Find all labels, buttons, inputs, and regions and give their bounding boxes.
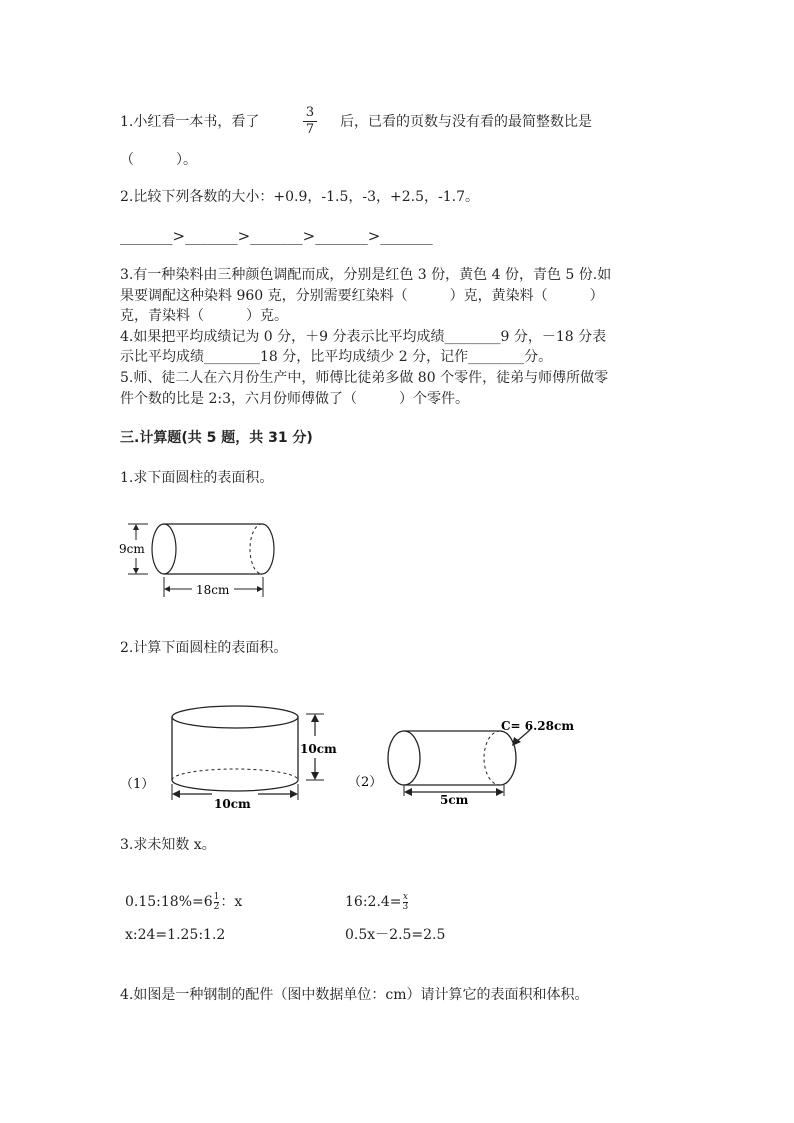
cylinder-figure-1: [118, 515, 288, 605]
fig1-length-label: 18cm: [196, 583, 230, 597]
fig2-circumference-label: C= 6.28cm: [501, 719, 575, 733]
eq1-left: 0.15:18%=6: [125, 894, 213, 910]
eq1-fraction: [214, 893, 220, 912]
q4-line2: 示比平均成绩________18 分，比平均成绩少 2 分，记作________分。: [120, 349, 553, 365]
eq1-fraction-num: 1: [213, 891, 220, 902]
q2-text: 2.比较下列各数的大小：+0.9，-1.5，-3，+2.5，-1.7。: [120, 189, 479, 205]
section3-heading: 三.计算题(共 5 题，共 31 分): [120, 430, 313, 446]
q3-line2: 果要调配这种染料 960 克，分别需要红染料（ ）克，黄染料（ ）: [120, 288, 604, 304]
eq1-right: ：x: [220, 894, 243, 910]
q1-fraction: [303, 106, 317, 137]
equation-1: [125, 892, 242, 912]
q3-line3: 克，青染料（ ）克。: [120, 308, 288, 324]
cylinder-figure-2: [118, 700, 578, 815]
q1-fraction-denominator: 7: [305, 122, 315, 137]
q1-text-c: （ ）。: [120, 152, 197, 168]
fig2-height-label: 10cm: [300, 742, 337, 756]
fig1-height-label: 9cm: [119, 542, 145, 556]
eq2-fraction-den: 3: [402, 901, 409, 912]
q3-line1: 3.有一种染料由三种颜色调配而成，分别是红色 3 份，黄色 4 份，青色 5 份.如: [120, 267, 612, 283]
q1-text-a: 1.小红看一本书，看了: [120, 114, 260, 130]
q5-line1: 5.师、徒二人在六月份生产中，师傅比徒弟多做 80 个零件，徒弟与师傅所做零: [120, 370, 609, 386]
calc-q3-text: 3.求未知数 x。: [120, 837, 216, 853]
eq2-left: 16:2.4=: [345, 894, 402, 910]
q1-fraction-numerator: 3: [305, 105, 315, 120]
eq2-fraction-num: x: [402, 891, 408, 902]
fig2-length-label: 5cm: [440, 793, 469, 807]
q1-text-b: 后，已看的页数与没有看的最简整数比是: [340, 114, 592, 130]
equation-4: 0.5x－2.5=2.5: [345, 927, 446, 943]
equation-3: x:24=1.25:1.2: [125, 927, 226, 943]
fig2-diameter-label: 10cm: [214, 797, 251, 811]
eq1-fraction-den: 2: [213, 901, 220, 912]
fig2-tag-2: （2）: [348, 775, 383, 790]
calc-q4-text: 4.如图是一种钢制的配件（图中数据单位：cm）请计算它的表面积和体积。: [120, 987, 589, 1003]
calc-q1-text: 1.求下面圆柱的表面积。: [120, 470, 274, 486]
q2-blanks: _______>_______>_______>_______>_______: [120, 227, 433, 245]
eq2-fraction: [403, 893, 409, 912]
q5-line2: 件个数的比是 2:3，六月份师傅做了（ ）个零件。: [120, 391, 469, 407]
q4-line1: 4.如果把平均成绩记为 0 分，＋9 分表示比平均成绩________9 分，－18 分表: [120, 329, 607, 345]
equation-2: [345, 892, 409, 912]
calc-q2-text: 2.计算下面圆柱的表面积。: [120, 640, 288, 656]
fig2-tag-1: （1）: [120, 777, 155, 792]
